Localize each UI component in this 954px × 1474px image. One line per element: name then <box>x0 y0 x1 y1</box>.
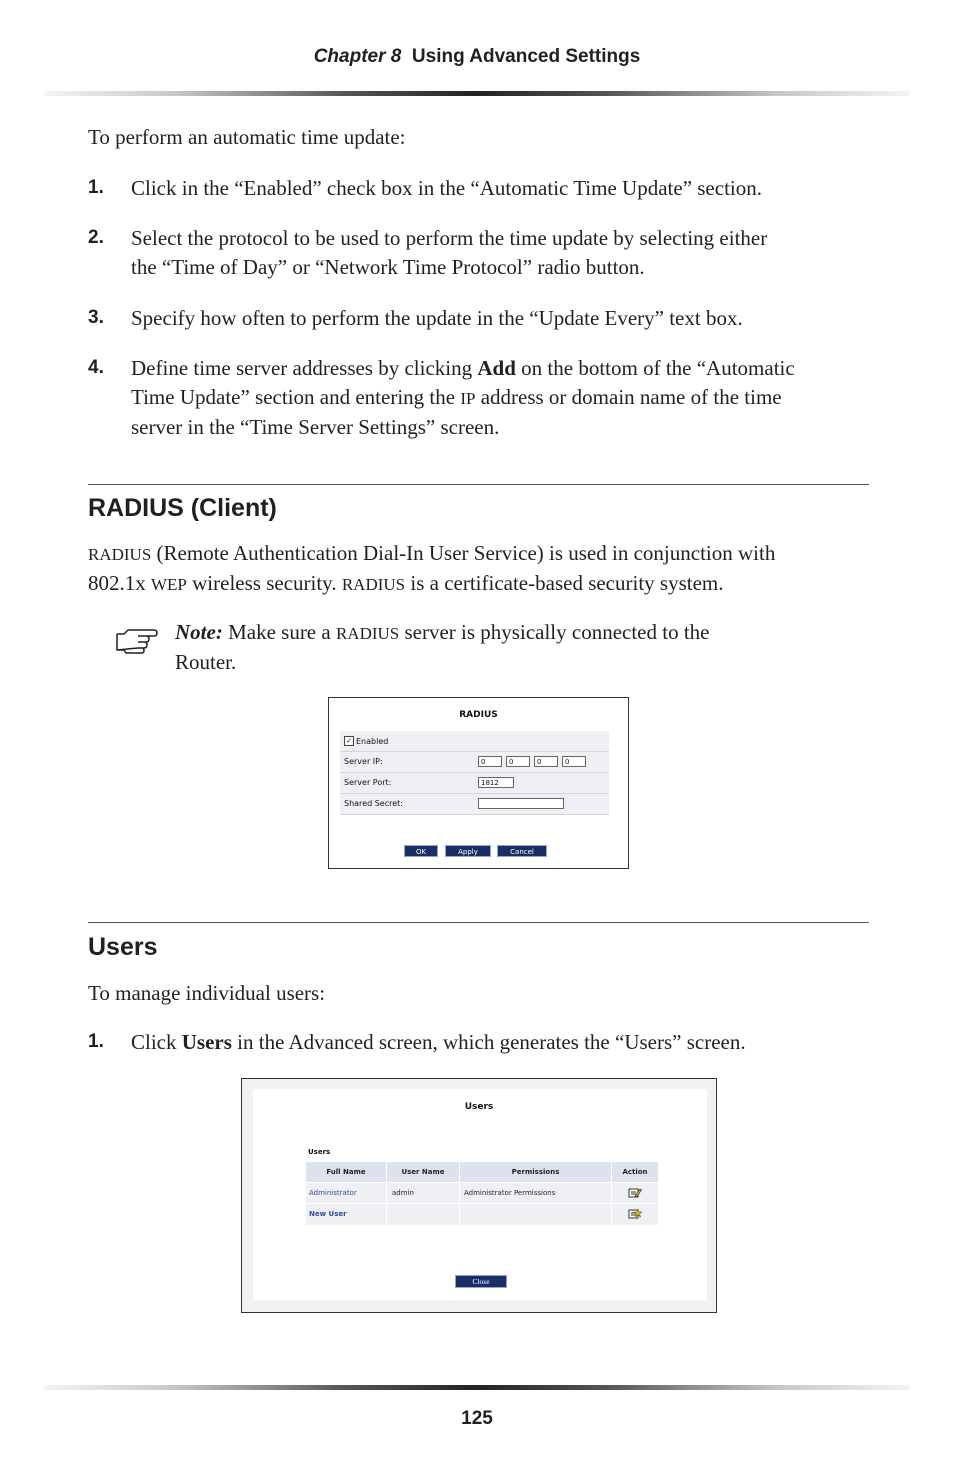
step-3-text: Specify how often to perform the update in the “Update Every” text box. <box>131 306 743 330</box>
header-rule <box>44 91 910 96</box>
column-header-action: Action <box>612 1162 658 1182</box>
new-user-permissions-cell <box>460 1204 611 1225</box>
enabled-checkbox[interactable]: ✓ <box>344 736 354 746</box>
step-4-number: 4. <box>88 357 104 378</box>
server-ip-label: Server IP: <box>344 757 383 766</box>
radius-form-title: RADIUS <box>459 710 498 720</box>
page-number: 125 <box>461 1408 493 1429</box>
column-header-permissions: Permissions <box>460 1162 611 1182</box>
server-port-label: Server Port: <box>344 778 392 787</box>
new-user-name-cell <box>387 1204 459 1225</box>
step-3-number: 3. <box>88 307 104 328</box>
server-ip-octet-2[interactable]: 0 <box>506 756 530 767</box>
apply-button[interactable]: Apply <box>445 845 491 857</box>
running-header <box>0 46 954 68</box>
step-2-text: Select the protocol to be used to perform the time update by selecting either the “Time of Day” or “Network Time Protocol” radio button. <box>131 226 768 279</box>
users-heading: Users <box>88 933 158 961</box>
user-action-cell <box>612 1183 658 1203</box>
shared-secret-input[interactable] <box>478 798 564 809</box>
intro-paragraph: To perform an automatic time update: <box>88 125 406 149</box>
close-button[interactable]: Close <box>455 1275 507 1288</box>
ok-button[interactable]: OK <box>404 845 438 857</box>
radius-paragraph: RADIUS (Remote Authentication Dial-In User Service) is used in conjunction with 802.1x WEP wireless security. RADIUS is a certificate-based security system. <box>88 541 776 595</box>
pointing-hand-icon <box>114 626 160 654</box>
enabled-row <box>340 731 609 752</box>
step-1-number: 1. <box>88 177 104 198</box>
server-ip-octet-1[interactable]: 0 <box>478 756 502 767</box>
users-step-1-number: 1. <box>88 1031 104 1052</box>
add-icon[interactable] <box>628 1208 642 1222</box>
server-ip-octet-3[interactable]: 0 <box>534 756 558 767</box>
radius-screenshot <box>328 697 629 869</box>
shared-secret-row <box>340 794 609 815</box>
users-intro: To manage individual users: <box>88 981 326 1005</box>
server-port-row <box>340 773 609 794</box>
server-ip-octet-4[interactable]: 0 <box>562 756 586 767</box>
new-user-link[interactable]: New User <box>306 1204 386 1225</box>
chapter-title: Using Advanced Settings <box>411 46 641 67</box>
edit-icon[interactable] <box>628 1187 642 1201</box>
section-divider <box>88 484 869 485</box>
step-4-text: Define time server addresses by clicking Add on the bottom of the “Automatic Time Update” section and entering the IP address or domain name of the time server in the “Time Server Settings” screen. <box>131 356 795 439</box>
user-name-cell: admin <box>387 1183 459 1203</box>
column-header-full-name: Full Name <box>306 1162 386 1182</box>
users-screenshot <box>241 1078 717 1313</box>
radius-heading: RADIUS (Client) <box>88 494 277 522</box>
note-text: Note: Make sure a RADIUS server is physically connected to the Router. <box>175 620 710 674</box>
footer-rule <box>44 1385 910 1390</box>
cancel-button[interactable]: Cancel <box>497 845 547 857</box>
user-full-name-link[interactable]: Administrator <box>306 1183 386 1203</box>
enabled-label: Enabled <box>356 737 389 746</box>
step-2-number: 2. <box>88 227 104 248</box>
user-permissions-cell: Administrator Permissions <box>460 1183 611 1203</box>
new-user-action-cell <box>612 1204 658 1225</box>
server-ip-row <box>340 752 609 773</box>
chapter-label: Chapter 8 <box>313 46 402 67</box>
column-header-user-name: User Name <box>387 1162 459 1182</box>
step-1-text: Click in the “Enabled” check box in the “Automatic Time Update” section. <box>131 176 762 200</box>
section-divider <box>88 922 869 923</box>
users-section-label: Users <box>308 1148 331 1156</box>
server-port-input[interactable]: 1812 <box>478 777 514 788</box>
users-screen-title: Users <box>464 1102 494 1112</box>
shared-secret-label: Shared Secret: <box>344 799 403 808</box>
users-table <box>306 1162 659 1225</box>
users-step-1-text: Click Users in the Advanced screen, which generates the “Users” screen. <box>131 1030 746 1054</box>
